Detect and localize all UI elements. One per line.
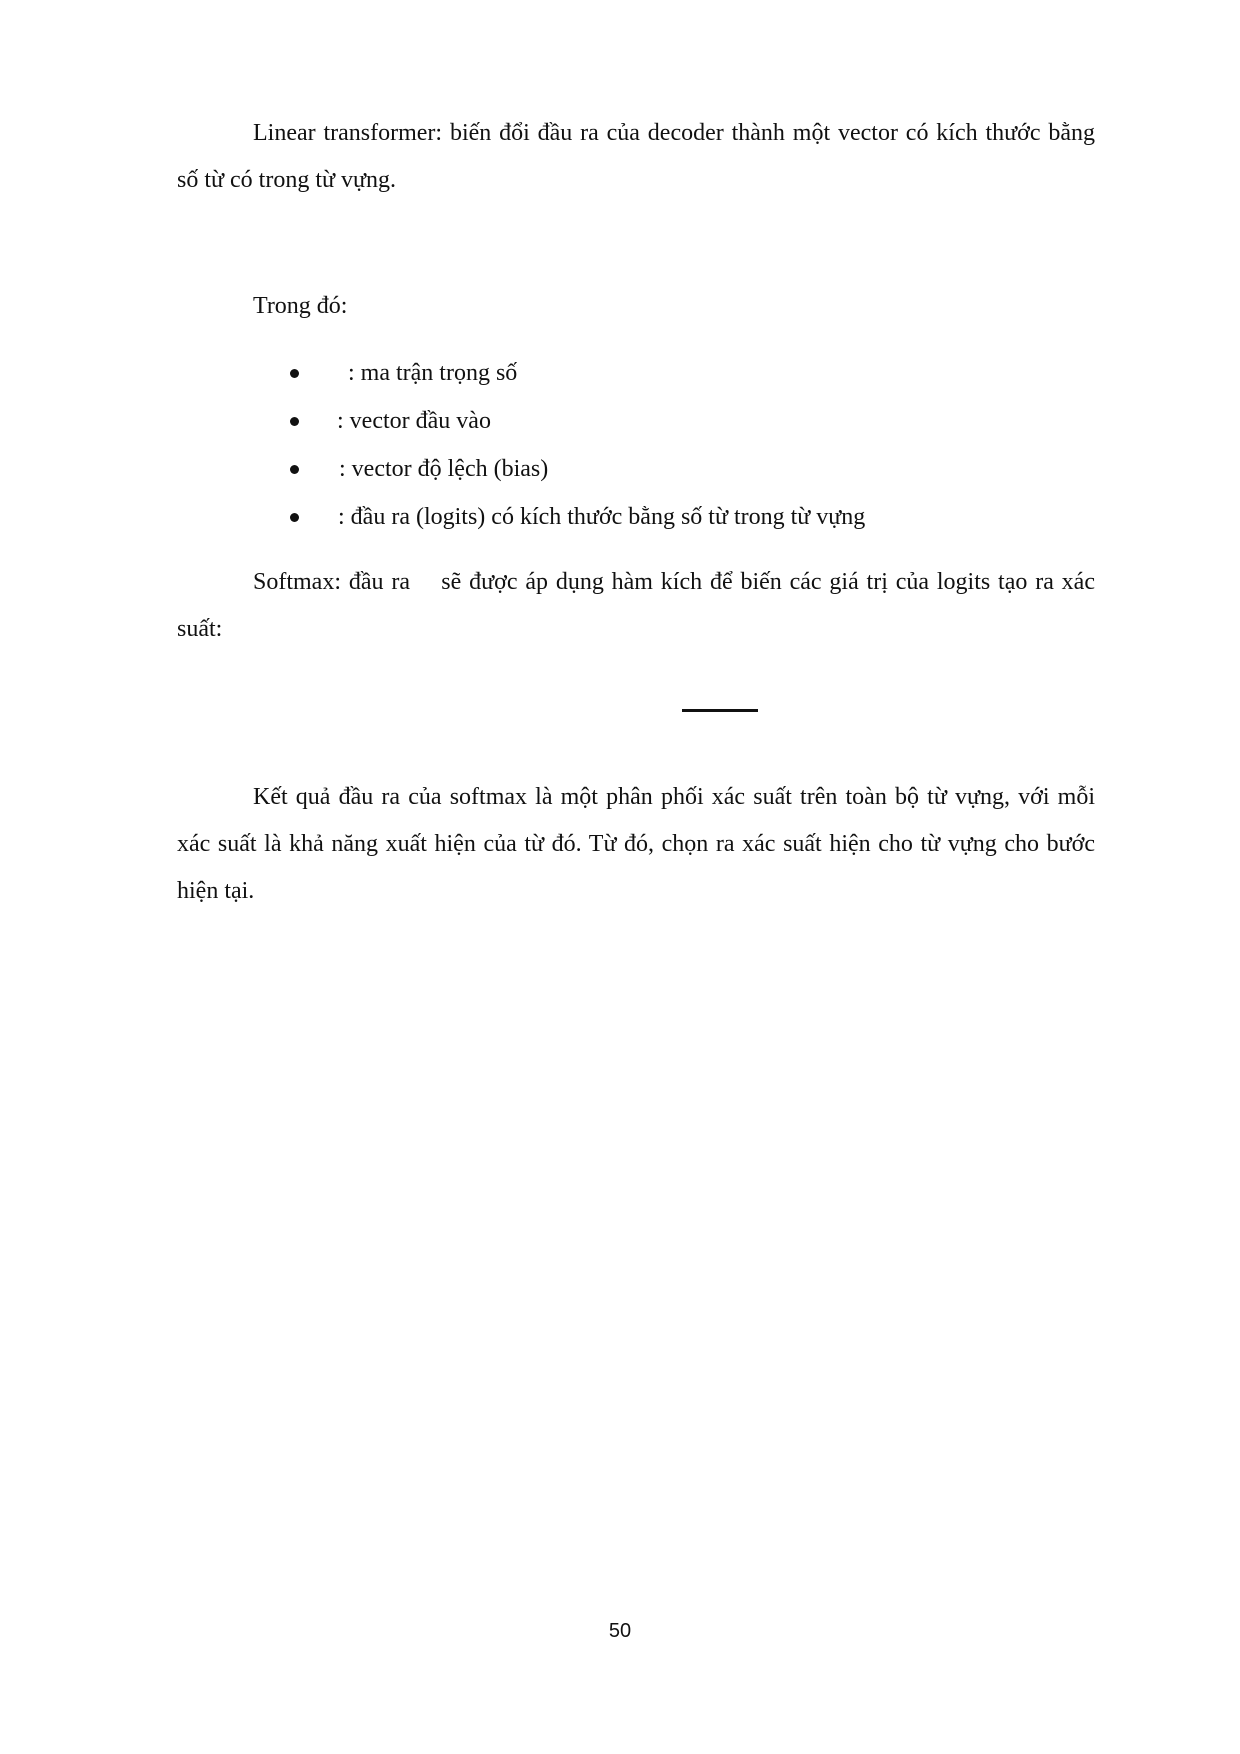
bullet-dot-icon xyxy=(290,417,299,426)
paragraph-softmax: Softmax: đầu ra sẽ được áp dụng hàm kích để biến các giá trị của logits tạo ra xác suất: xyxy=(177,569,1101,642)
bullet-text: : vector độ lệch (bias) xyxy=(339,456,549,482)
paragraph-linear-transformer: Linear transformer: biến đổi đầu ra của decoder thành một vector có kích thước bằng số từ có trong từ vựng. xyxy=(177,120,1095,193)
bullet-text: : ma trận trọng số xyxy=(348,360,518,386)
bullet-dot-icon xyxy=(290,513,299,522)
page-number: 50 xyxy=(608,1620,632,1642)
fraction-bar xyxy=(682,709,758,712)
paragraph-ket-qua: Kết quả đầu ra của softmax là một phân phối xác suất trên toàn bộ từ vựng, với mỗi xác suất là khả năng xuất hiện của từ đó. Từ đó, chọn ra xác suất hiện cho từ vựng cho bước hiện tại. xyxy=(177,784,1095,904)
paragraph-trong-do: Trong đó: xyxy=(253,293,348,319)
bullet-dot-icon xyxy=(290,465,299,474)
bullet-text: : đầu ra (logits) có kích thước bằng số từ trong từ vựng xyxy=(338,504,866,530)
bullet-text: : vector đầu vào xyxy=(337,408,491,434)
bullet-dot-icon xyxy=(290,369,299,378)
